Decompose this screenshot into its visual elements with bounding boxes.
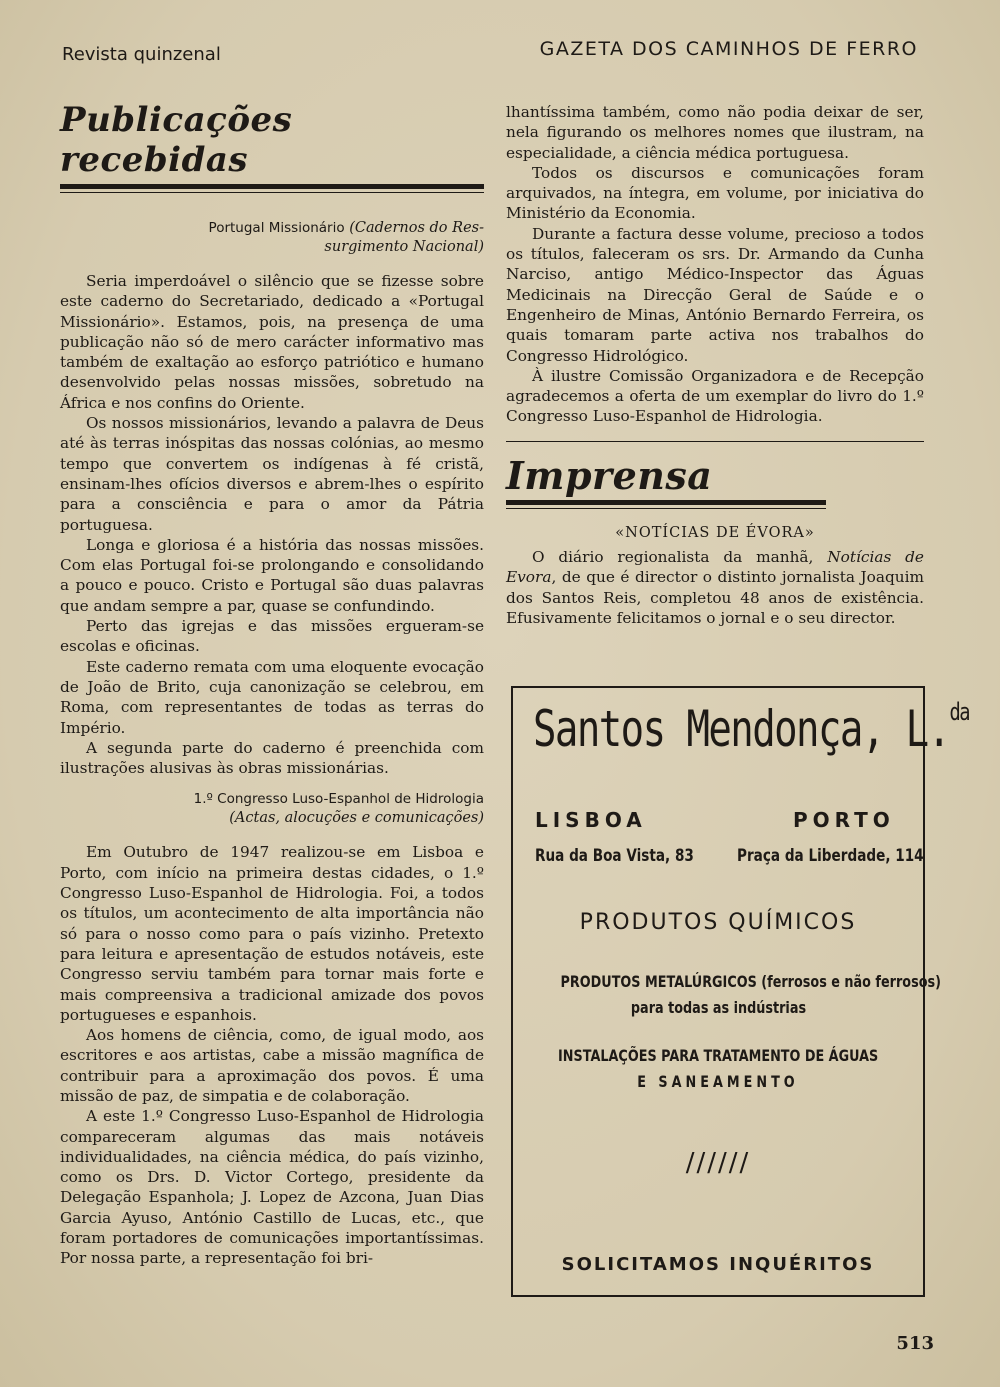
- ad-company-name: [533, 698, 969, 758]
- item1-paragraph: Longa e gloriosa é a história das nossas missões. Com elas Portugal foi-se prolongando e consolidando a pouco e pouco. Cristo e Portugal são duas palavras que andam sempre a par, quase se confundindo.: [60, 535, 484, 615]
- item2-paragraph: Aos homens de ciência, como, de igual modo, aos escritores e aos artistas, cabe a missão magnífica de contribuir para a aproximação dos povos. É uma missão de paz, de simpatia e de colaboração.: [60, 1026, 484, 1105]
- ad-products-main: PRODUTOS QUÍMICOS: [579, 910, 857, 935]
- header-left: Revista quinzenal: [62, 44, 221, 65]
- imprensa-rule-thin: [506, 508, 826, 509]
- item2-heading: [60, 790, 484, 828]
- imprensa-text-b: , de que é director o distinto jornalista Joaquim dos Santos Reis, completou 48 anos de existência. Efusivamente felicitamos o jornal e o seu director.: [506, 568, 924, 627]
- ad-line-3: [513, 1046, 923, 1065]
- imprensa-newspaper-name: Notícias de Evora: [506, 548, 924, 587]
- ad-address-lisboa: Rua da Boa Vista, 83: [535, 846, 694, 866]
- ad-address-porto: Praça da Liberdade, 114: [737, 846, 924, 866]
- item2-continuation: Durante a factura desse volume, precioso a todos os títulos, faleceram os srs. Dr. Armando da Cunha Narciso, antigo Médico-Inspector das Águas Medicinais na Direcção Geral de Saúde e o Engenheiro de Minas, António Bernardo Ferreira, os quais tomaram parte activa nos trabalhos do Congresso Hidrológico.: [506, 224, 924, 365]
- item2-paragraph: A este 1.º Congresso Luso-Espanhol de Hidrologia compareceram algumas das mais notáveis individualidades, na ciência médica, do país vizinho, como os Drs. D. Victor Cortego, presidente da Delegação Espanhola; J. Lopez de Azcona, Juan Dias Garcia Ayuso, António Castillo de Lucas, etc., que foram portadores de comunicações importantíssimas. Por nossa parte, a representação foi bri-: [60, 1107, 484, 1268]
- item1-paragraph: A segunda parte do caderno é preenchida com ilustrações alusivas às obras missionárias.: [60, 738, 484, 778]
- advertisement-box: [511, 686, 969, 1297]
- ad-line-4: [513, 1072, 923, 1091]
- header-right: GAZETA DOS CAMINHOS DE FERRO: [539, 38, 918, 60]
- item2-continuation: Todos os discursos e comunicações foram arquivados, na íntegra, em volume, por iniciativa do Ministério da Economia.: [506, 163, 924, 223]
- ad-line-2: [513, 998, 923, 1017]
- imprensa-text-a: O diário regionalista da manhã,: [532, 548, 828, 567]
- ad-line-1: [513, 972, 941, 991]
- ad-line-4-text: E SANEAMENTO: [637, 1072, 799, 1091]
- item1-paragraph: Perto das igrejas e das missões ergueram-se escolas e oficinas.: [60, 617, 484, 656]
- page-number: 513: [896, 1333, 934, 1354]
- ad-footer: SOLICITAMOS INQUÉRITOS: [561, 1254, 875, 1275]
- ad-line-1-text: PRODUTOS METALÚRGICOS (ferrosos e não ferrosos): [560, 972, 941, 991]
- item1-paragraph: Seria imperdoável o silêncio que se fizesse sobre este caderno do Secretariado, dedicado a «Portugal Missionário». Estamos, pois, na presença de uma publicação não só de mero carácter informativo mas também de exaltação ao esforço patriótico e humano desenvolvido pelas nossas missões, sobretudo na África e nos confins do Oriente.: [60, 272, 484, 412]
- item1-subtitle-b: surgimento Nacional): [324, 239, 484, 255]
- item2-continuation: lhantíssima também, como não podia deixar de ser, nela figurando os melhores nomes que ilustram, na especialidade, a ciência médica portuguesa.: [506, 103, 924, 162]
- ad-slashes: //////: [685, 1148, 751, 1178]
- item1-paragraph: Os nossos missionários, levando a palavra de Deus até às terras inóspitas das nossas colónias, ao mesmo tempo que convertem os indígenas à fé cristã, ensinam-lhes ofícios diversos e abrem-lhes o espírito para a consciência e para o amor da Pátria portuguesa.: [60, 414, 484, 534]
- item1-title: Portugal Missionário: [208, 220, 345, 236]
- item2-title: 1.º Congresso Luso-Espanhol de Hidrologia: [193, 791, 484, 808]
- ad-city-porto: PORTO: [793, 808, 895, 832]
- item1-paragraph: Este caderno remata com uma eloquente evocação de João de Brito, cuja canonização se celebrou, em Roma, com representantes de todas as terras do Império.: [60, 657, 484, 737]
- imprensa-paragraph: [506, 547, 924, 628]
- item2-subtitle: (Actas, alocuções e comunicações): [229, 810, 484, 827]
- left-column: [60, 100, 484, 1269]
- ad-line-3-text: INSTALAÇÕES PARA TRATAMENTO DE ÁGUAS: [557, 1046, 879, 1065]
- ad-city-lisboa: LISBOA: [535, 808, 647, 832]
- section-title-publicacoes: Publicações recebidas: [60, 100, 293, 180]
- imprensa-rule-thick: [506, 500, 826, 505]
- item1-subtitle-a: (Cadernos do Res-: [349, 220, 484, 236]
- right-column: [506, 102, 924, 628]
- title-rule-thin: [60, 192, 484, 193]
- ad-company-text: Santos Mendonça, L.: [533, 700, 950, 758]
- ad-line-2-text: para todas as indústrias: [630, 998, 806, 1017]
- item2-paragraph: Em Outubro de 1947 realizou-se em Lisboa e Porto, com início na primeira destas cidades, o 1.º Congresso Luso-Espanhol de Hidrologia. Foi, a todos os títulos, um acontecimento de alta importância não só para o nosso como para o país vizinho. Pretexto para leitura e apresentação de estudos notáveis, este Congresso serviu também para tornar mais forte e mais compreensiva a tradicional amizade dos povos portugueses e espanhois.: [60, 843, 484, 1024]
- imprensa-subhead: «NOTÍCIAS DE ÉVORA»: [615, 524, 815, 541]
- item1-heading: [60, 219, 484, 257]
- section-divider: [506, 441, 924, 442]
- title-rule-thick: [60, 184, 484, 189]
- item2-continuation: À ilustre Comissão Organizadora e de Recepção agradecemos a oferta de um exemplar do livro do 1.º Congresso Luso-Espanhol de Hidrologia.: [506, 366, 924, 426]
- section-title-imprensa: Imprensa: [506, 452, 713, 498]
- ad-company-sup: da: [949, 698, 969, 726]
